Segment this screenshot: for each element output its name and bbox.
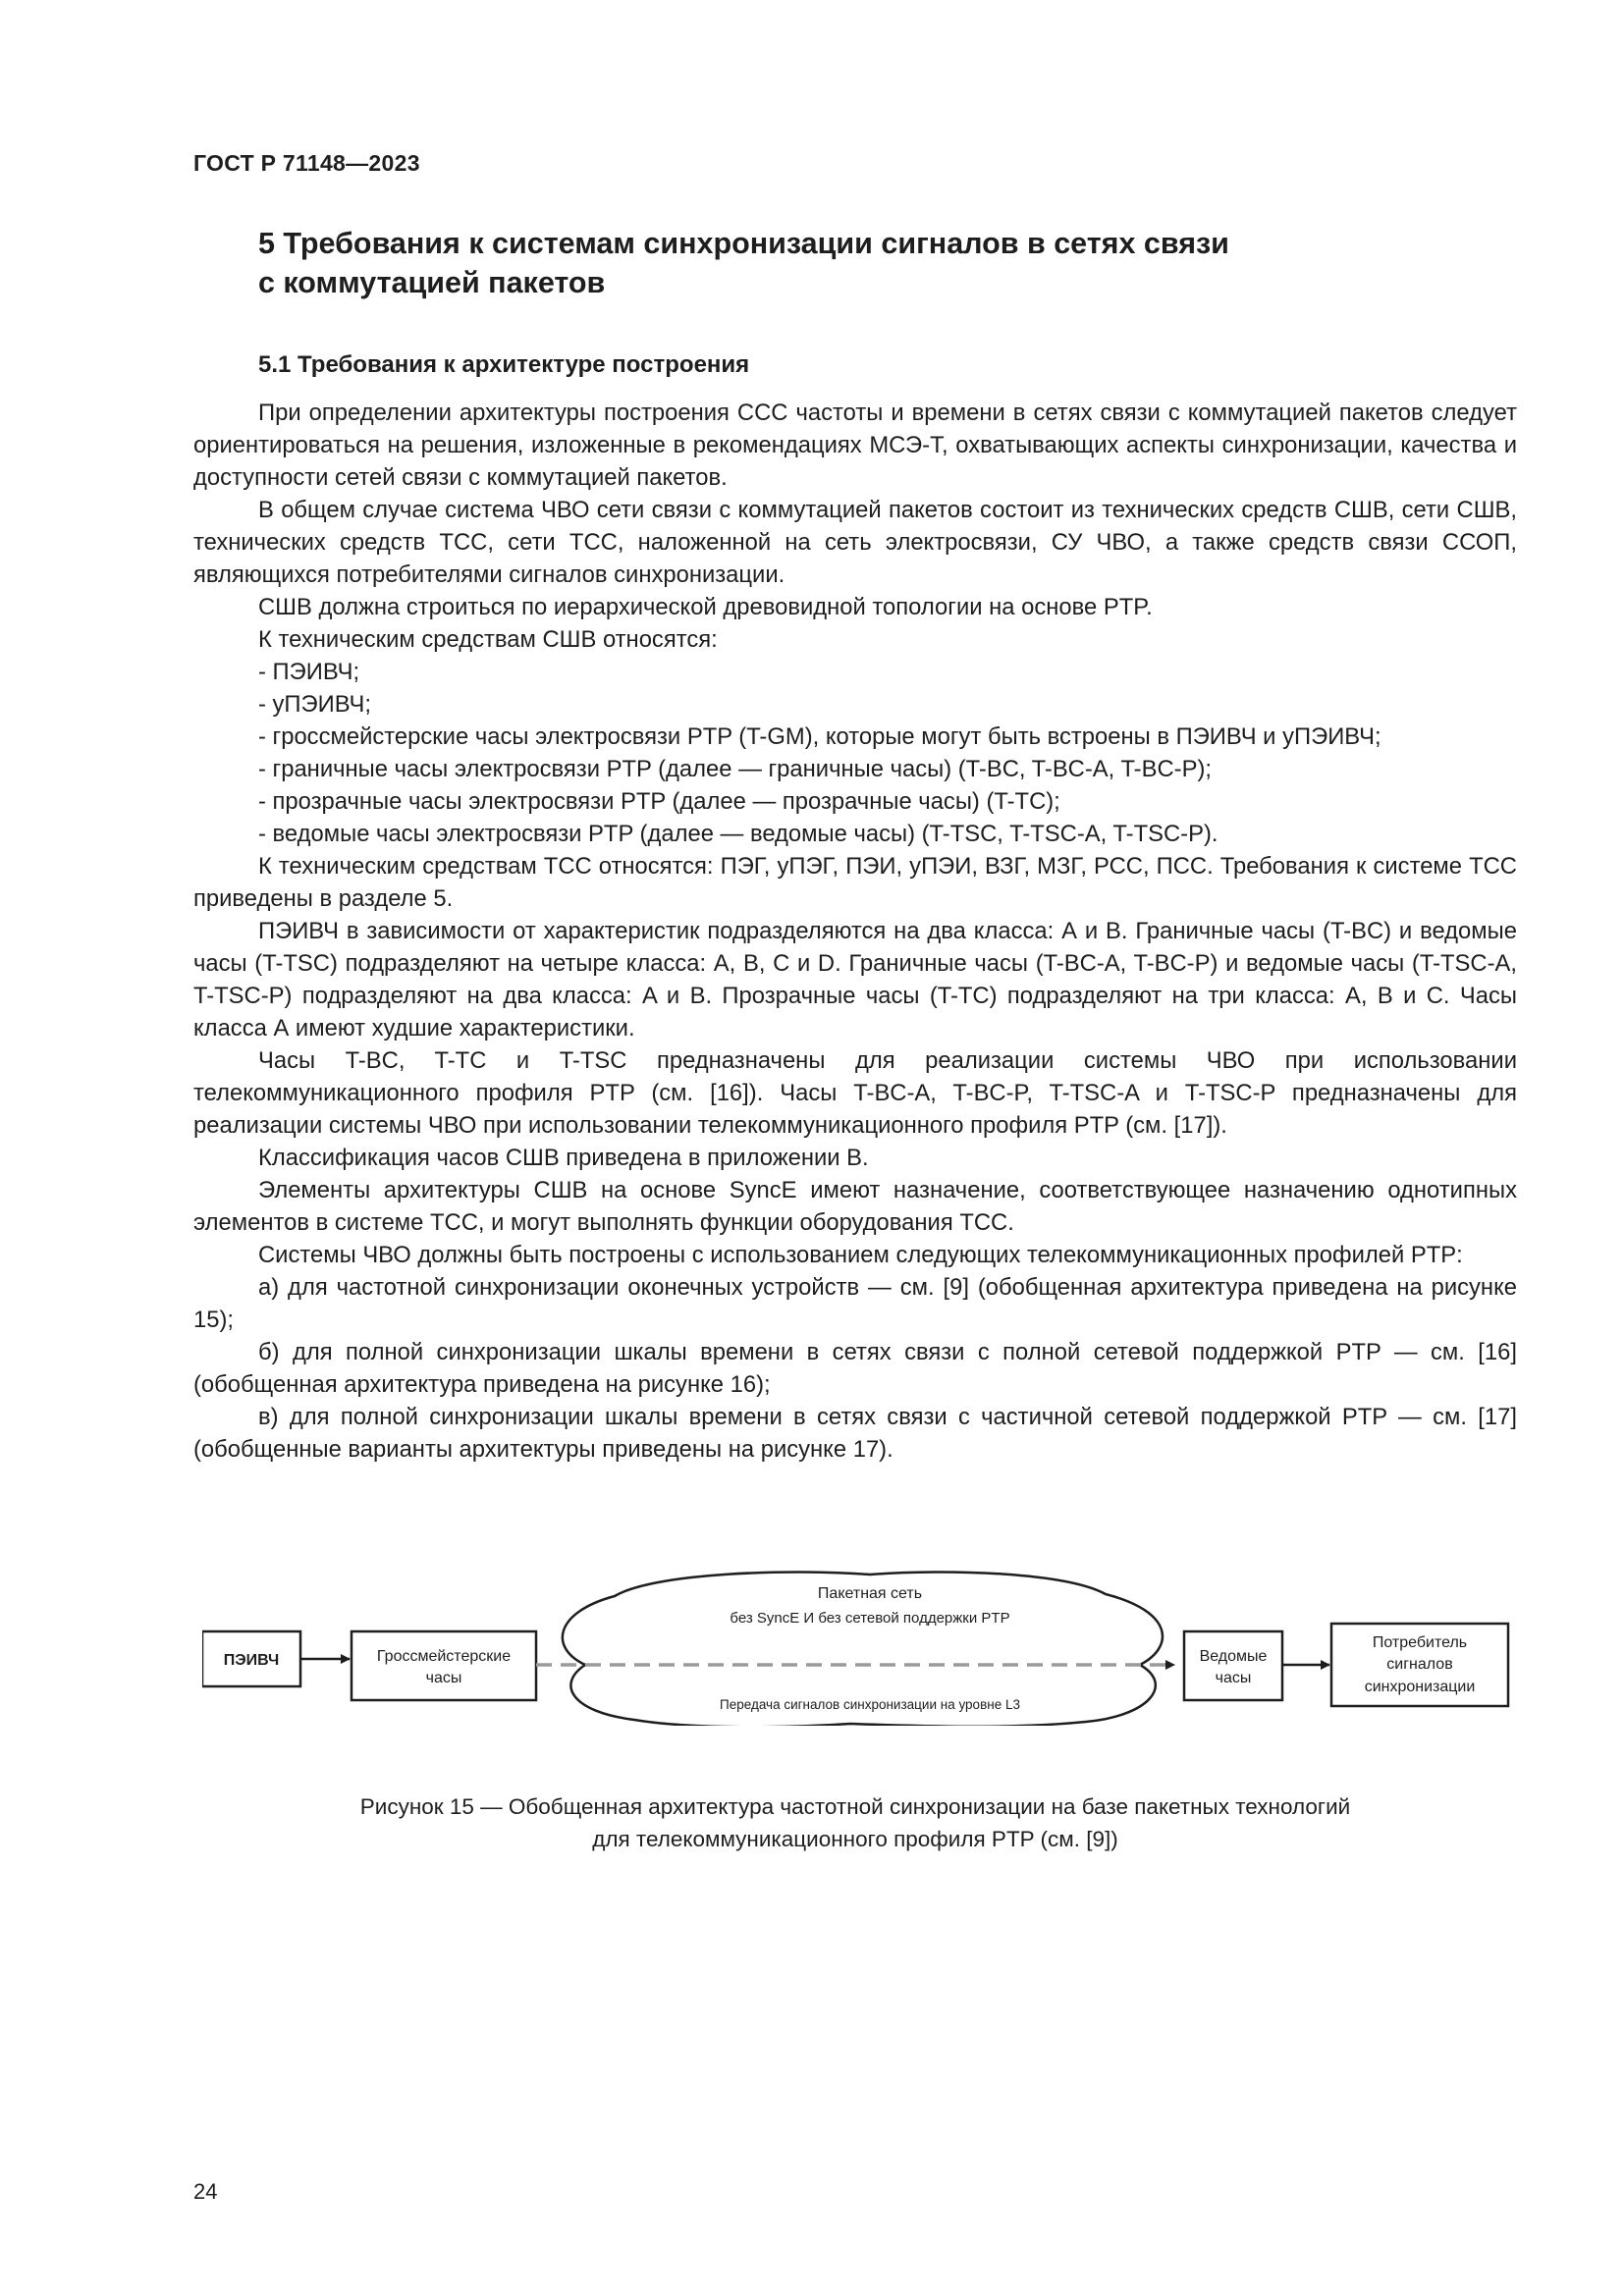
figure-caption-line2: для телекоммуникационного профиля PTP (см. [9]) [592, 1827, 1118, 1851]
subsection-title: 5.1 Требования к архитектуре построения [258, 351, 750, 378]
list-item: а) для частотной синхронизации оконечных устройств — см. [9] (обобщенная архитектура приведена на рисунке 15); [193, 1274, 1517, 1333]
box-grandmaster-line1: Гроссмейстерские [376, 1648, 512, 1665]
body-text [193, 397, 1517, 1466]
box-slave-clock [1184, 1631, 1282, 1700]
box-slave-line2: часы [1215, 1670, 1252, 1686]
list-item: в) для полной синхронизации шкалы времени в сетях связи с частичной сетевой поддержкой PTP — см. [17] (обобщенные варианты архитектуры приведены на рисунке 17). [193, 1404, 1517, 1463]
paragraph: В общем случае система ЧВО сети связи с коммутацией пакетов состоит из технических средств СШВ, сети СШВ, технических средств ТСС, сети ТСС, наложенной на сеть электросвязи, СУ ЧВО, а также средств связи ССОП, являющихся потребителями сигналов синхронизации. [193, 497, 1517, 588]
list-item: - уПЭИВЧ; [258, 691, 372, 718]
paragraph: Часы T-BC, T-TC и T-TSC предназначены для реализации системы ЧВО при использовании телекоммуникационного профиля PTP (см. [16]). Часы T-BC-A, T-BC-P, T-TSC-A и T-TSC-P предназначены для реализации системы ЧВО при использовании телекоммуникационного профиля PTP (см. [17]). [193, 1047, 1517, 1139]
list-item: - ПЭИВЧ; [258, 659, 360, 685]
section-title [258, 224, 1535, 302]
page-number: 24 [193, 2179, 218, 2204]
list-item: - ведомые часы электросвязи PTP (далее — ведомые часы) (T-TSC, T-TSC-A, T-TSC-P). [258, 821, 1218, 847]
box-peivch-label: ПЭИВЧ [223, 1652, 280, 1669]
figure-caption-line1: Рисунок 15 — Обобщенная архитектура частотной синхронизации на базе пакетных технологий [359, 1794, 1351, 1819]
paragraph: К техническим средствам СШВ относятся: [258, 626, 718, 653]
paragraph: При определении архитектуры построения ССС частоты и времени в сетях связи с коммутацией пакетов следует ориентироваться на решения, изложенные в рекомендациях МСЭ-Т, охватывающих аспекты синхронизации, качества и доступности сетей связи с коммутацией пакетов. [193, 400, 1517, 491]
section-title-line2: с коммутацией пакетов [258, 266, 606, 299]
paragraph: ПЭИВЧ в зависимости от характеристик подразделяются на два класса: А и В. Граничные часы (T-BC) и ведомые часы (T-TSC) подразделяют на четыре класса: A, B, C и D. Граничные часы (T-BC-A, T-BC-P) и ведомые часы (T-TSC-A, T-TSC-P) подразделяют на два класса: A и B. Прозрачные часы (T-TC) подразделяют на три класса: A, B и C. Часы класса А имеют худшие характеристики. [193, 918, 1517, 1041]
figure-15-diagram [202, 1569, 1514, 1726]
box-consumer-line1: Потребитель [1372, 1634, 1468, 1651]
box-slave-line1: Ведомые [1199, 1648, 1268, 1665]
box-consumer-line2: сигналов [1386, 1656, 1453, 1673]
cloud-bottom-label: Передача сигналов синхронизации на уровне L3 [720, 1697, 1020, 1712]
figure-caption [193, 1790, 1517, 1855]
section-title-line1: 5 Требования к системам синхронизации сигналов в сетях связи [258, 227, 1229, 260]
paragraph: К техническим средствам ТСС относятся: ПЭГ, уПЭГ, ПЭИ, уПЭИ, ВЗГ, МЗГ, РСС, ПСС. Требования к системе ТСС приведены в разделе 5. [193, 853, 1517, 912]
paragraph: СШВ должна строиться по иерархической древовидной топологии на основе PTP. [258, 594, 1153, 620]
list-item: - гроссмейстерские часы электросвязи PTP (T-GM), которые могут быть встроены в ПЭИВЧ и уПЭИВЧ; [258, 723, 1381, 750]
paragraph: Элементы архитектуры СШВ на основе SyncE имеют назначение, соответствующее назначению однотипных элементов в системе ТСС, и могут выполнять функции оборудования ТСС. [193, 1177, 1517, 1236]
paragraph: Классификация часов СШВ приведена в приложении В. [258, 1145, 869, 1171]
list-item: б) для полной синхронизации шкалы времени в сетях связи с полной сетевой поддержкой PTP — см. [16] (обобщенная архитектура приведена на рисунке 16); [193, 1339, 1517, 1398]
box-grandmaster [352, 1631, 536, 1700]
box-consumer-line3: синхронизации [1364, 1679, 1476, 1695]
document-code: ГОСТ Р 71148—2023 [193, 150, 420, 176]
box-grandmaster-line2: часы [425, 1670, 462, 1686]
list-item: - граничные часы электросвязи PTP (далее — граничные часы) (T-BC, T-BC-A, T-BC-P); [258, 756, 1213, 782]
cloud-title-line2: без SyncE И без сетевой поддержки PTP [730, 1610, 1010, 1627]
list-item: - прозрачные часы электросвязи PTP (далее — прозрачные часы) (T-TC); [258, 788, 1060, 815]
paragraph: Системы ЧВО должны быть построены с использованием следующих телекоммуникационных профилей PTP: [258, 1242, 1463, 1268]
cloud-title-line1: Пакетная сеть [817, 1585, 923, 1602]
